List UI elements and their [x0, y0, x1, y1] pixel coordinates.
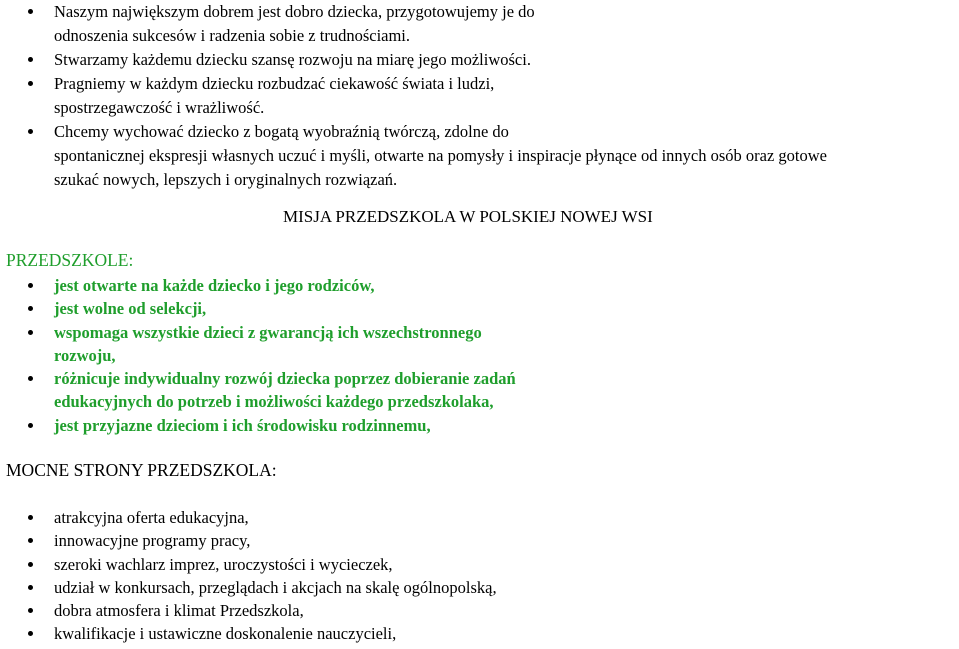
bullet-icon [28, 585, 33, 590]
strengths-list [0, 506, 959, 646]
strengths-title: MOCNE STRONY PRZEDSZKOLA: [6, 460, 277, 480]
list-item-line: innowacyjne programy pracy, [54, 531, 251, 551]
bullet-icon [28, 608, 33, 613]
intro-line: Pragniemy w każdym dziecku rozbudzać ciekawość świata i ludzi, [54, 74, 495, 93]
list-item-line: rozwoju, [54, 345, 116, 365]
preschool-title: PRZEDSZKOLE: [6, 250, 134, 270]
list-item [0, 367, 959, 414]
bullet-icon [28, 330, 33, 335]
list-item-line: jest przyjazne dzieciom i ich środowisku rodzinnemu, [54, 415, 431, 435]
intro-line: Chcemy wychować dziecko z bogatą wyobraźnią twórczą, zdolne do [54, 122, 509, 141]
intro-line: spontanicznej ekspresji własnych uczuć i myśli, otwarte na pomysły i inspiracje płynące od innych osób oraz gotowe [54, 146, 828, 165]
list-item-line: edukacyjnych do potrzeb i możliwości każdego przedszkolaka, [54, 392, 494, 412]
list-item-line: dobra atmosfera i klimat Przedszkola, [54, 601, 304, 621]
list-item [0, 576, 959, 599]
list-item-line: udział w konkursach, przeglądach i akcjach na skalę ogólnopolską, [54, 577, 497, 597]
bullet-icon [28, 376, 33, 381]
list-item-line: jest wolne od selekcji, [54, 299, 207, 319]
bullet-icon [28, 562, 33, 567]
list-item [0, 414, 959, 437]
intro-item [0, 72, 959, 120]
bullet-icon [28, 306, 33, 311]
intro-item [0, 48, 959, 72]
intro-line: spostrzegawczość i wrażliwość. [54, 98, 265, 117]
bullet-icon [28, 423, 33, 428]
bullet-icon [28, 9, 33, 14]
bullet-icon [28, 57, 33, 62]
bullet-icon [28, 81, 33, 86]
bullet-icon [28, 515, 33, 520]
intro-item [0, 120, 959, 192]
intro-line: Naszym największym dobrem jest dobro dziecka, przygotowujemy je do [54, 2, 535, 21]
list-item-line: jest otwarte na każde dziecko i jego rodziców, [54, 276, 375, 295]
intro-line: szukać nowych, lepszych i oryginalnych rozwiązań. [54, 170, 398, 189]
bullet-icon [28, 129, 33, 134]
list-item [0, 622, 959, 645]
intro-line: Stwarzamy każdemu dziecku szansę rozwoju na miarę jego możliwości. [54, 50, 531, 69]
list-item [0, 297, 959, 320]
list-item [0, 321, 959, 368]
list-item-line: kwalifikacje i ustawiczne doskonalenie nauczycieli, [54, 624, 397, 644]
list-item-line: atrakcyjna oferta edukacyjna, [54, 508, 249, 527]
mission-heading: MISJA PRZEDSZKOLA W POLSKIEJ NOWEJ WSI [283, 207, 653, 226]
intro-line: odnoszenia sukcesów i radzenia sobie z trudnościami. [54, 26, 411, 45]
list-item [0, 529, 959, 552]
list-item-line: różnicuje indywidualny rozwój dziecka poprzez dobieranie zadań [54, 369, 516, 389]
bullet-icon [28, 538, 33, 543]
list-item [0, 506, 959, 529]
bullet-icon [28, 631, 33, 636]
preschool-list [0, 274, 959, 437]
intro-item [0, 0, 959, 48]
list-item-line: wspomaga wszystkie dzieci z gwarancją ich wszechstronnego [54, 322, 482, 342]
list-item [0, 553, 959, 576]
list-item-line: szeroki wachlarz imprez, uroczystości i wycieczek, [54, 554, 393, 574]
list-item [0, 599, 959, 622]
list-item [0, 274, 959, 297]
bullet-icon [28, 283, 33, 288]
intro-list [0, 0, 959, 192]
